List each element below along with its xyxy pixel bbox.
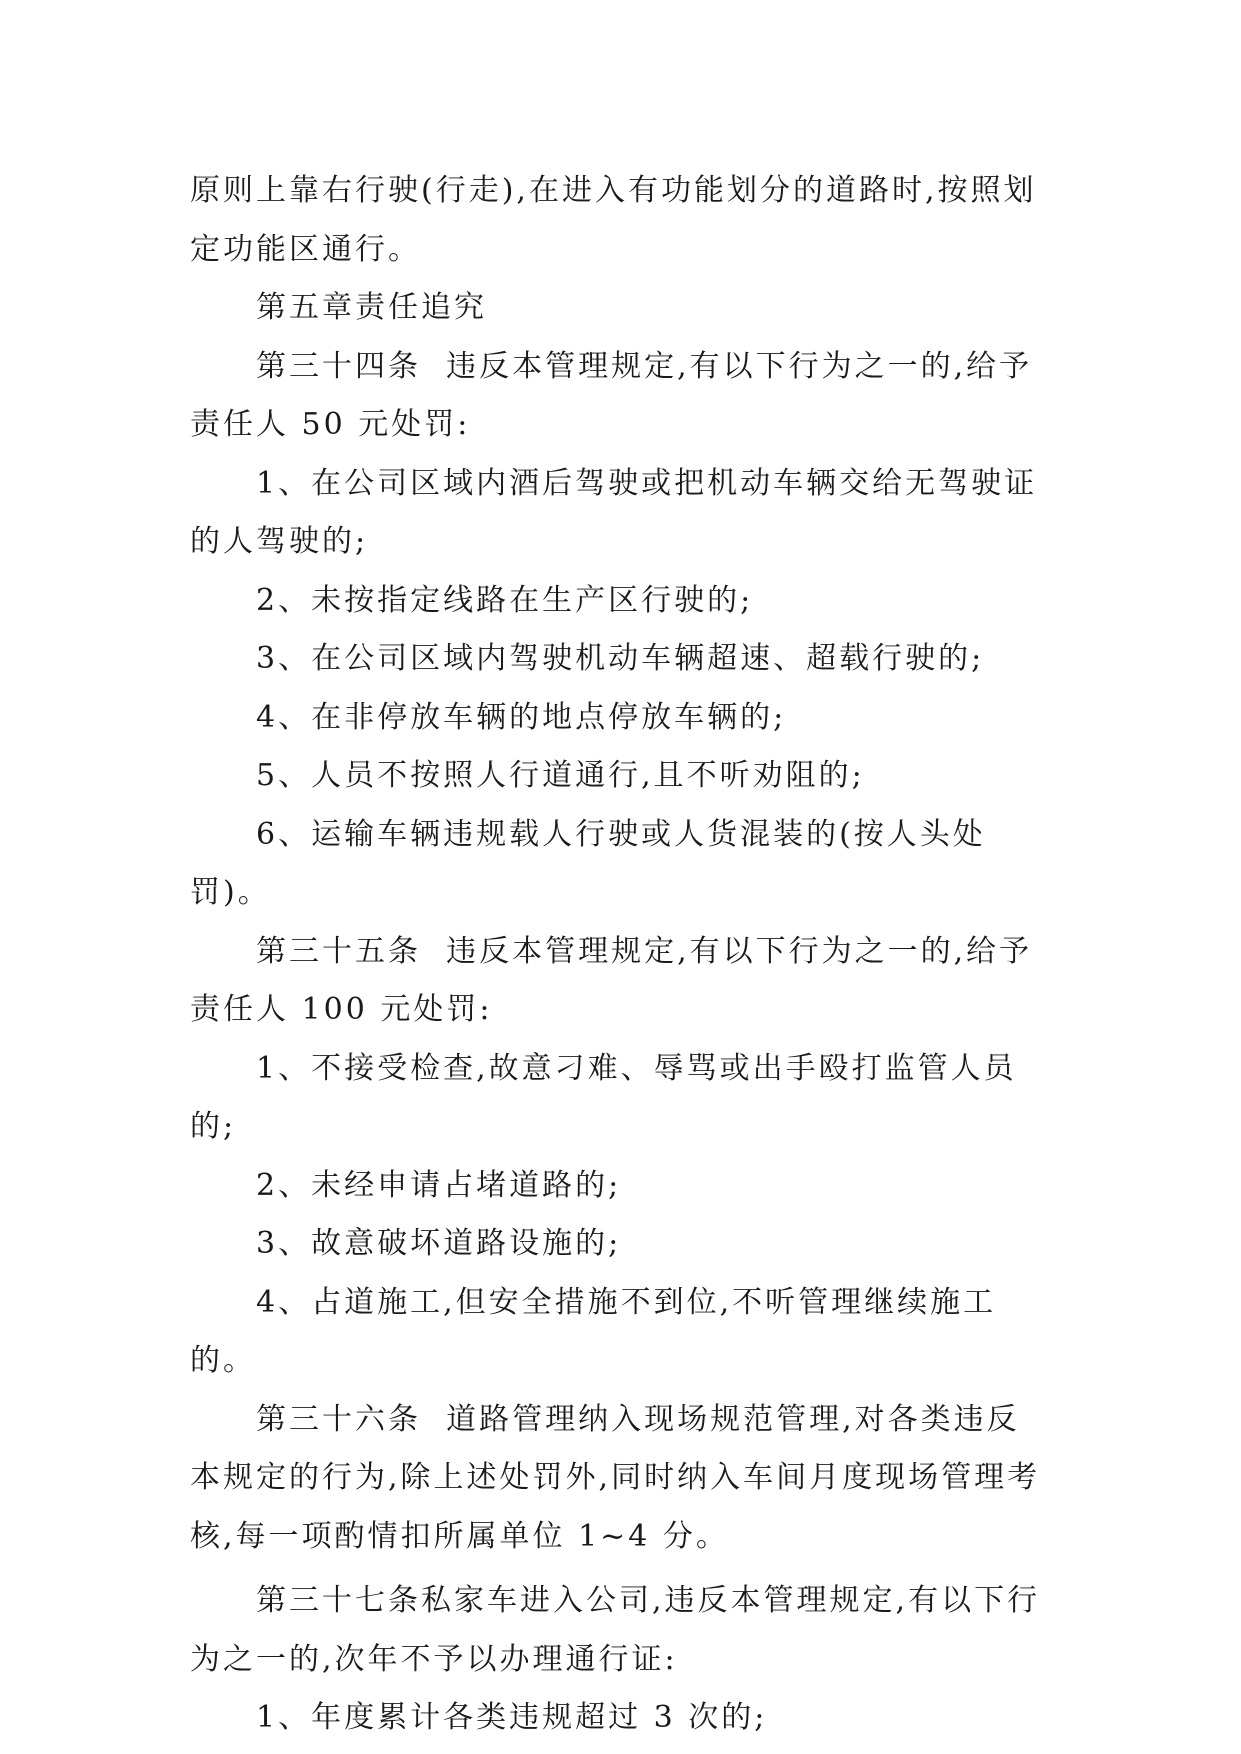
article-34-item-5: 5、人员不按照人行道通行,且不听劝阻的; xyxy=(256,758,865,793)
article-35: 第三十五条 违反本管理规定,有以下行为之一的,给予责任人 100 元处罚: xyxy=(190,933,1033,1027)
article-35-item-2: 2、未经申请占堵道路的; xyxy=(256,1167,622,1203)
article-34-item-4: 4、在非停放车辆的地点停放车辆的; xyxy=(256,699,787,735)
article-35-item-1: 1、不接受检查,故意刁难、辱骂或出手殴打监管人员的; xyxy=(190,1050,1017,1144)
article-34-item-3: 3、在公司区域内驾驶机动车辆超速、超载行驶的; xyxy=(256,641,985,676)
article-37-item-1: 1、年度累计各类违规超过 3 次的; xyxy=(256,1700,768,1735)
article-35-item-3: 3、故意破坏道路设施的; xyxy=(256,1226,622,1261)
article-34: 第三十四条 违反本管理规定,有以下行为之一的,给予责任人 50 元处罚: xyxy=(190,348,1033,442)
article-37: 第三十七条私家车进入公司,违反本管理规定,有以下行为之一的,次年不予以办理通行证: xyxy=(190,1583,1041,1677)
article-34-item-1: 1、在公司区域内酒后驾驶或把机动车辆交给无驾驶证的人驾驶的; xyxy=(190,465,1038,559)
article-36: 第三十六条 道路管理纳入现场规范管理,对各类违反本规定的行为,除上述处罚外,同时纳入车间月度现场管理考核,每一项酌情扣所属单位 1~4 分。 xyxy=(190,1401,1041,1554)
article-35-item-4: 4、占道施工,但安全措施不到位,不听管理继续施工的。 xyxy=(190,1284,997,1378)
article-34-item-2: 2、未按指定线路在生产区行驶的; xyxy=(256,582,754,618)
document-body xyxy=(190,162,1052,1748)
article-34-item-6: 6、运输车辆违规载人行驶或人货混装的(按人头处罚)。 xyxy=(190,816,986,910)
paragraph-continuation: 原则上靠右行驶(行走),在进入有功能划分的道路时,按照划定功能区通行。 xyxy=(190,173,1037,267)
chapter-heading: 第五章责任追究 xyxy=(256,290,487,325)
